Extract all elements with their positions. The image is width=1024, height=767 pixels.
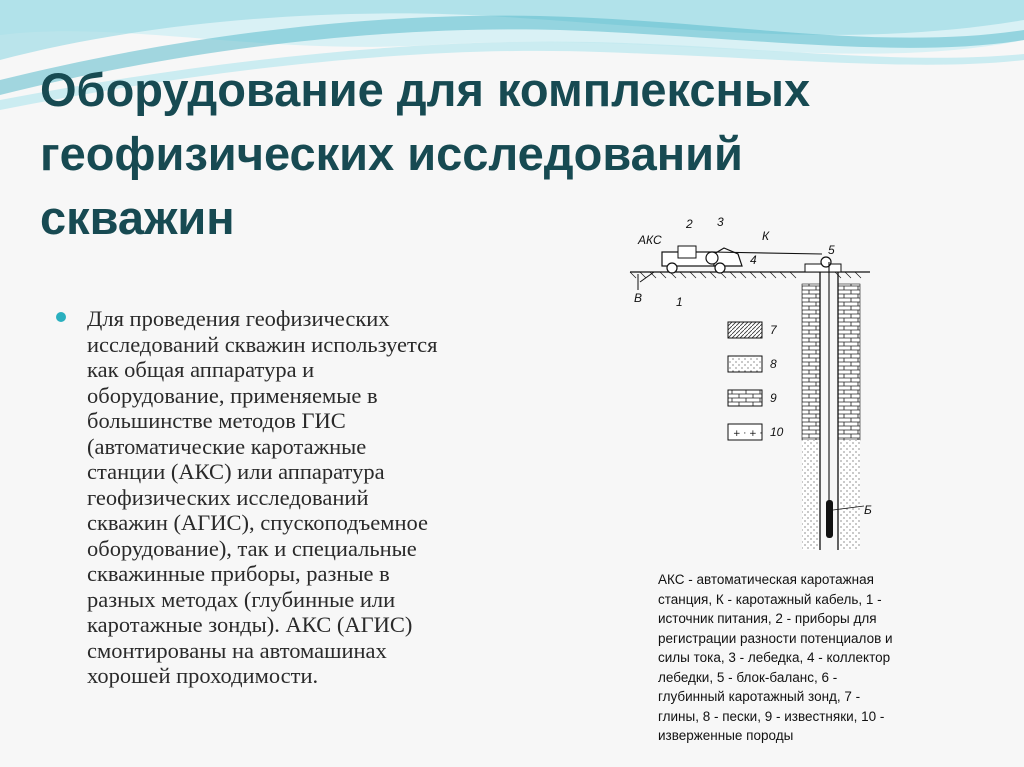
label-k: К [762,229,770,243]
caption-line: источник питания, 2 - приборы для [658,611,877,626]
legend-label: 7 [770,323,777,337]
text-line: большинстве методов ГИС [87,408,346,433]
paragraph-text [87,306,526,689]
text-line: скважин (АГИС), спускоподъемное [87,510,429,535]
label-3: 3 [717,215,724,229]
text-line: Для проведения геофизических [87,306,390,331]
text-line: как общая аппаратура и [87,357,315,382]
label-5: 5 [828,243,835,257]
text-line: каротажные зонды). АКС (АГИС) [87,612,413,637]
label-aks: АКС [638,233,662,247]
caption-line: станция, К - каротажный кабель, 1 - [658,591,882,607]
text-line: исследований скважин используется [87,331,438,357]
text-line: хорошей проходимости. [87,663,319,688]
caption-line: глубинный каротажный зонд, 7 - [658,689,861,704]
legend-clay-swatch [728,322,762,338]
caption-line: АКС - автоматическая каротажная [658,572,874,587]
text-line: смонтированы на автомашинах [87,637,387,663]
title-line: Оборудование для комплексных [40,63,811,116]
ground-surface [630,272,870,278]
title-line: скважин [40,191,235,244]
legend-label: 9 [770,391,777,405]
label-1: 1 [676,295,683,309]
caption-line: силы тока, 3 - лебедка, 4 - коллектор [658,650,891,665]
caption-line: лебедки, 5 - блок-баланс, 6 - [658,669,838,685]
legend-limestone-swatch [728,390,762,406]
text-line: (автоматические каротажные [87,433,367,459]
label-v: В [634,291,643,305]
title-line: геофизических исследований [40,127,743,180]
well-logging-diagram [620,210,880,560]
label-2: 2 [686,217,693,231]
text-line: оборудование, применяемые в [87,382,378,408]
legend-sand-swatch [728,356,762,372]
legend-label: 10 [770,425,784,439]
text-line: геофизических исследований [87,484,369,510]
logging-truck [638,246,822,290]
label-4: 4 [750,253,757,267]
text-line: оборудование), так и специальные [87,535,417,561]
label-6: Б [864,503,872,517]
rock-legend [728,322,784,440]
caption-line: регистрации разности потенциалов и [658,630,893,646]
text-line: скважинные приборы, разные в [87,561,390,586]
diagram-caption [658,570,958,746]
bullet-dot-icon [56,312,66,322]
caption-line: глины, 8 - пески, 9 - известняки, 10 - [658,708,885,724]
svg-text:+ · + ·: + · + · [733,429,763,439]
text-line: станции (АКС) или аппаратура [87,459,385,484]
legend-label: 8 [770,357,777,371]
text-line: разных методах (глубинные или [87,586,396,612]
caption-line: изверженные породы [658,728,794,743]
bullet-paragraph [56,306,526,689]
well-bore [802,257,864,550]
